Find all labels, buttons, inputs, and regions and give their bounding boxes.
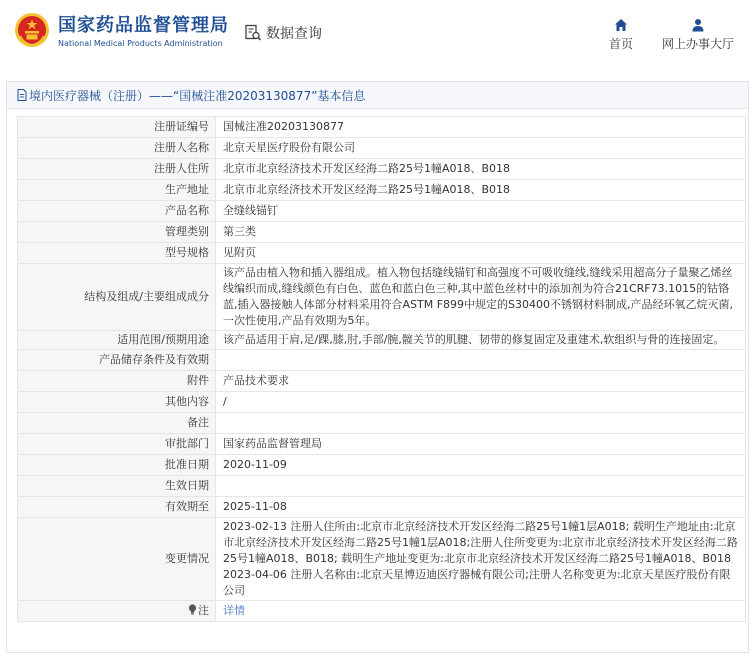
table-row (18, 413, 746, 434)
production-address-value: 北京市北京经济技术开发区经海二路25号1幢A018、B018 (216, 180, 746, 201)
row-label: 产品名称 (18, 201, 216, 222)
table-row (18, 264, 746, 331)
nav-home[interactable] (604, 18, 638, 52)
row-label: 审批部门 (18, 434, 216, 455)
attachment-value: 产品技术要求 (216, 371, 746, 392)
effective-date-value (216, 476, 746, 497)
table-row (18, 350, 746, 371)
site-brand-name: 国家药品监督管理局 (58, 15, 229, 36)
table-row (18, 331, 746, 350)
note-label-cell (18, 601, 216, 622)
row-label: 适用范围/预期用途 (18, 331, 216, 350)
table-row (18, 180, 746, 201)
row-label: 型号规格 (18, 243, 216, 264)
details-link[interactable]: 详情 (223, 604, 245, 617)
row-label: 结构及组成/主要组成成分 (18, 264, 216, 331)
home-icon (614, 18, 628, 32)
row-label: 批准日期 (18, 455, 216, 476)
row-label: 注 (198, 604, 209, 617)
row-label: 注册人住所 (18, 159, 216, 180)
approving-department-value: 国家药品监督管理局 (216, 434, 746, 455)
valid-until-value: 2025-11-08 (216, 497, 746, 518)
table-row (18, 138, 746, 159)
other-content-value: / (216, 392, 746, 413)
registrant-name-value: 北京天星医疗股份有限公司 (216, 138, 746, 159)
remarks-value (216, 413, 746, 434)
table-row (18, 222, 746, 243)
table-row (18, 117, 746, 138)
row-label: 管理类别 (18, 222, 216, 243)
row-label: 其他内容 (18, 392, 216, 413)
document-icon (17, 89, 27, 101)
table-row (18, 518, 746, 601)
change-record: 2023-04-06 注册人名称由:北京天星博迈迪医疗器械有限公司;注册人名称变更为:北京天星医疗股份有限公司 (223, 568, 731, 597)
table-row (18, 455, 746, 476)
national-emblem-icon (14, 12, 50, 48)
row-label: 有效期至 (18, 497, 216, 518)
site-brand-english: National Medical Products Administration (58, 39, 223, 48)
table-row (18, 434, 746, 455)
lightbulb-icon (188, 604, 197, 615)
nav-online-office-label: 网上办事大厅 (661, 37, 734, 51)
storage-conditions-value (216, 350, 746, 371)
change-record: 2023-02-13 注册人住所由:北京市北京经济技术开发区经海二路25号1幢1层A018; 载明生产地址由:北京市北京经济技术开发区经海二路25号1幢1层A018;注册人住所变更为:北京市北京经济技术开发区经海二路25号1幢A018、B018; 载明生产地址变更为:北京市北京经济技术开发区经海二路25号1幢A018、B018 (223, 520, 738, 565)
registration-number-value: 国械注准20203130877 (216, 117, 746, 138)
model-spec-value: 见附页 (216, 243, 746, 264)
table-row (18, 497, 746, 518)
row-label: 变更情况 (18, 518, 216, 601)
row-label: 产品储存条件及有效期 (18, 350, 216, 371)
row-label: 生产地址 (18, 180, 216, 201)
scope-of-application-value: 该产品适用于肩,足/踝,膝,肘,手部/腕,髋关节的肌腱、韧带的修复固定及重建术,软组织与骨的连接固定。 (216, 331, 746, 350)
table-row (18, 243, 746, 264)
table-row (18, 201, 746, 222)
structure-composition-value: 该产品由植入物和插入器组成。植入物包括缝线锚钉和高强度不可吸收缝线,缝线采用超高分子量聚乙烯丝线编织而成,缝线颜色有白色、蓝色和蓝白色三种,其中蓝色丝材中的添加剂为符合21CRF73.1015的钴铬蓝,插入器接触人体部分材料采用符合ASTM F899中规定的S30400不锈钢材料制成,产品经环氧乙烷灭菌,一次性使用,产品有效期为5年。 (216, 264, 746, 331)
table-row (18, 392, 746, 413)
row-label: 备注 (18, 413, 216, 434)
change-history-value (216, 518, 746, 601)
row-label: 附件 (18, 371, 216, 392)
approval-date-value: 2020-11-09 (216, 455, 746, 476)
management-category-value: 第三类 (216, 222, 746, 243)
data-query-label: 数据查询 (266, 26, 322, 42)
panel-header (7, 82, 748, 109)
table-row (18, 159, 746, 180)
user-icon (691, 18, 705, 32)
breadcrumb: 境内医疗器械（注册）——“国械注准20203130877”基本信息 (29, 88, 366, 103)
table-row (18, 371, 746, 392)
registrant-address-value: 北京市北京经济技术开发区经海二路25号1幢A018、B018 (216, 159, 746, 180)
product-name-value: 全缝线锚钉 (216, 201, 746, 222)
site-header (0, 0, 755, 66)
nav-home-label: 首页 (608, 37, 633, 51)
table-row (18, 476, 746, 497)
nav-online-office[interactable] (656, 18, 740, 52)
registration-info-table (17, 116, 746, 622)
row-label: 生效日期 (18, 476, 216, 497)
document-search-icon (244, 24, 262, 42)
data-query-link[interactable] (244, 22, 322, 44)
table-row (18, 601, 746, 622)
row-label: 注册证编号 (18, 117, 216, 138)
note-value-cell (216, 601, 746, 622)
detail-panel (6, 81, 749, 653)
row-label: 注册人名称 (18, 138, 216, 159)
